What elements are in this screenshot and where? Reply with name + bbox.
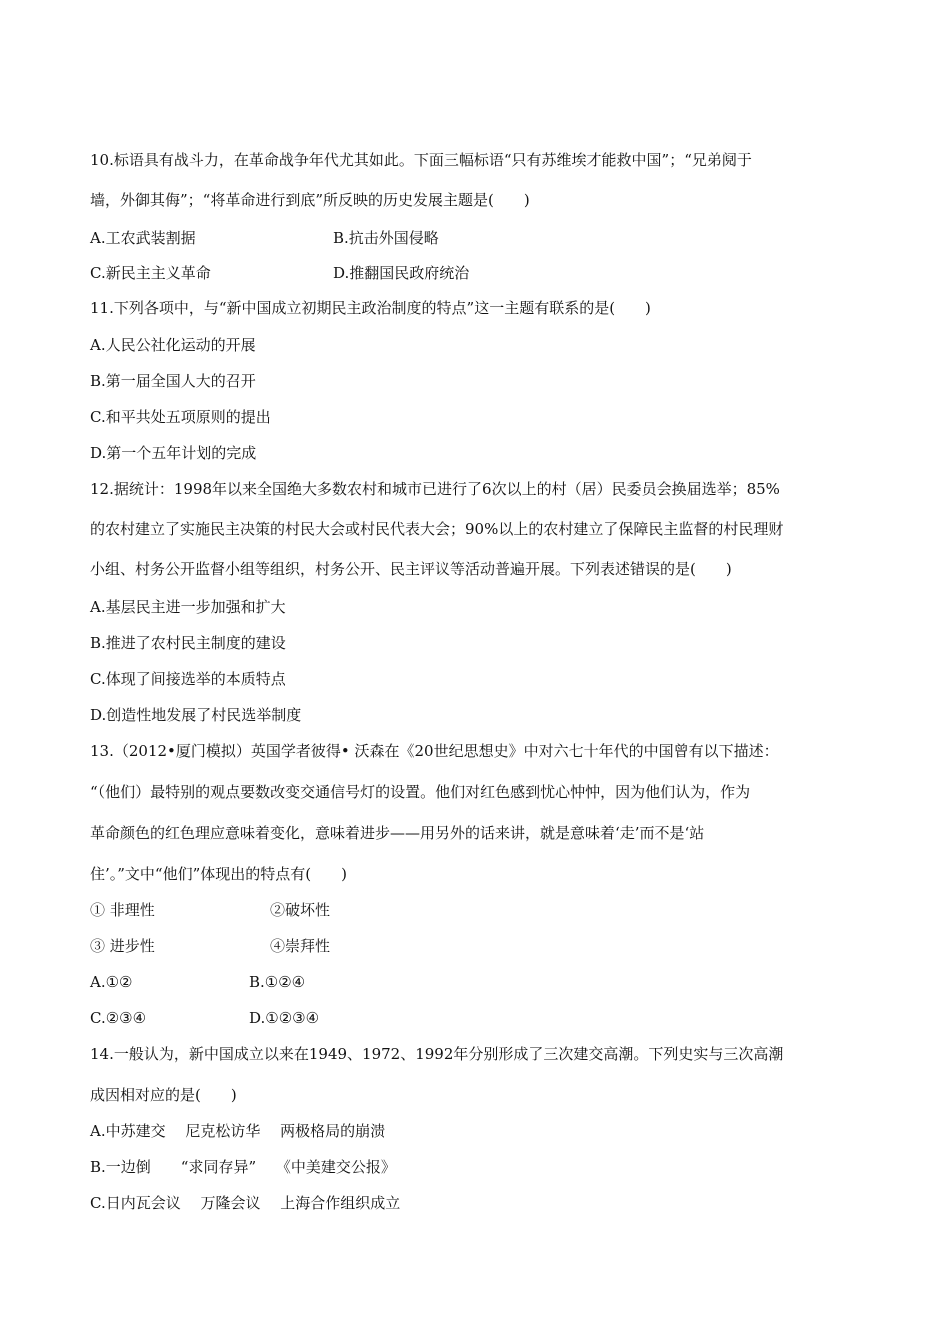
question-13-item-2: ②破坏性 (270, 901, 331, 919)
question-11-option-c: C.和平共处五项原则的提出 (90, 408, 271, 426)
question-10-stem-line-2: 墙，外御其侮”；“将革命进行到底”所反映的历史发展主题是( ) (90, 191, 530, 209)
question-14-stem-line-1: 14.一般认为，新中国成立以来在1949、1972、1992年分别形成了三次建交高潮。下列史实与三次高潮 (90, 1045, 784, 1063)
question-13-stem-line-4: 住’。”文中“他们”体现出的特点有( ) (90, 865, 347, 883)
question-14-option-b: B.一边倒 “求同存异” 《中美建交公报》 (90, 1158, 396, 1176)
question-10-option-a: A.工农武装割据 (90, 229, 196, 247)
question-13-item-4: ④崇拜性 (270, 937, 331, 955)
question-11-option-b: B.第一届全国人大的召开 (90, 372, 256, 390)
question-13-option-c: C.②③④ (90, 1009, 147, 1027)
question-13-item-3: ③ 进步性 (90, 937, 155, 955)
question-13-option-b: B.①②④ (249, 973, 306, 991)
question-10-option-b: B.抗击外国侵略 (333, 229, 439, 247)
question-12-option-a: A.基层民主进一步加强和扩大 (90, 598, 286, 616)
question-12-option-c: C.体现了间接选举的本质特点 (90, 670, 286, 688)
question-12-option-d: D.创造性地发展了村民选举制度 (90, 706, 302, 724)
question-11-option-a: A.人民公社化运动的开展 (90, 336, 256, 354)
question-13-stem-line-1: 13.（2012•厦门模拟）英国学者彼得• 沃森在《20世纪思想史》中对六七十年代的中国曾有以下描述： (90, 742, 779, 760)
question-14-stem-line-2: 成因相对应的是( ) (90, 1086, 237, 1104)
question-11-stem: 11.下列各项中，与“新中国成立初期民主政治制度的特点”这一主题有联系的是( ) (90, 299, 651, 317)
question-12-option-b: B.推进了农村民主制度的建设 (90, 634, 286, 652)
question-10-stem-line-1: 10.标语具有战斗力，在革命战争年代尤其如此。下面三幅标语“只有苏维埃才能救中国”；“兄弟阋于 (90, 151, 752, 169)
question-10-option-d: D.推翻国民政府统治 (333, 264, 470, 282)
question-13-option-a: A.①② (90, 973, 133, 991)
question-12-stem-line-3: 小组、村务公开监督小组等组织，村务公开、民主评议等活动普遍开展。下列表述错误的是( ) (90, 560, 732, 578)
question-12-stem-line-1: 12.据统计：1998年以来全国绝大多数农村和城市已进行了6次以上的村（居）民委员会换届选举；85% (90, 480, 780, 498)
question-13-item-1: ① 非理性 (90, 901, 155, 919)
question-14-option-c: C.日内瓦会议 万隆会议 上海合作组织成立 (90, 1194, 401, 1212)
question-13-stem-line-2: “（他们）最特别的观点要数改变交通信号灯的设置。他们对红色感到忧心忡忡，因为他们认为，作为 (90, 783, 751, 801)
question-14-option-a: A.中苏建交 尼克松访华 两极格局的崩溃 (90, 1122, 386, 1140)
question-10-option-c: C.新民主主义革命 (90, 264, 211, 282)
question-12-stem-line-2: 的农村建立了实施民主决策的村民大会或村民代表大会；90%以上的农村建立了保障民主监督的村民理财 (90, 520, 784, 538)
question-13-stem-line-3: 革命颜色的红色理应意味着变化，意味着进步——用另外的话来讲，就是意味着‘走’而不是‘站 (90, 824, 705, 842)
question-13-option-d: D.①②③④ (249, 1009, 320, 1027)
question-11-option-d: D.第一个五年计划的完成 (90, 444, 257, 462)
